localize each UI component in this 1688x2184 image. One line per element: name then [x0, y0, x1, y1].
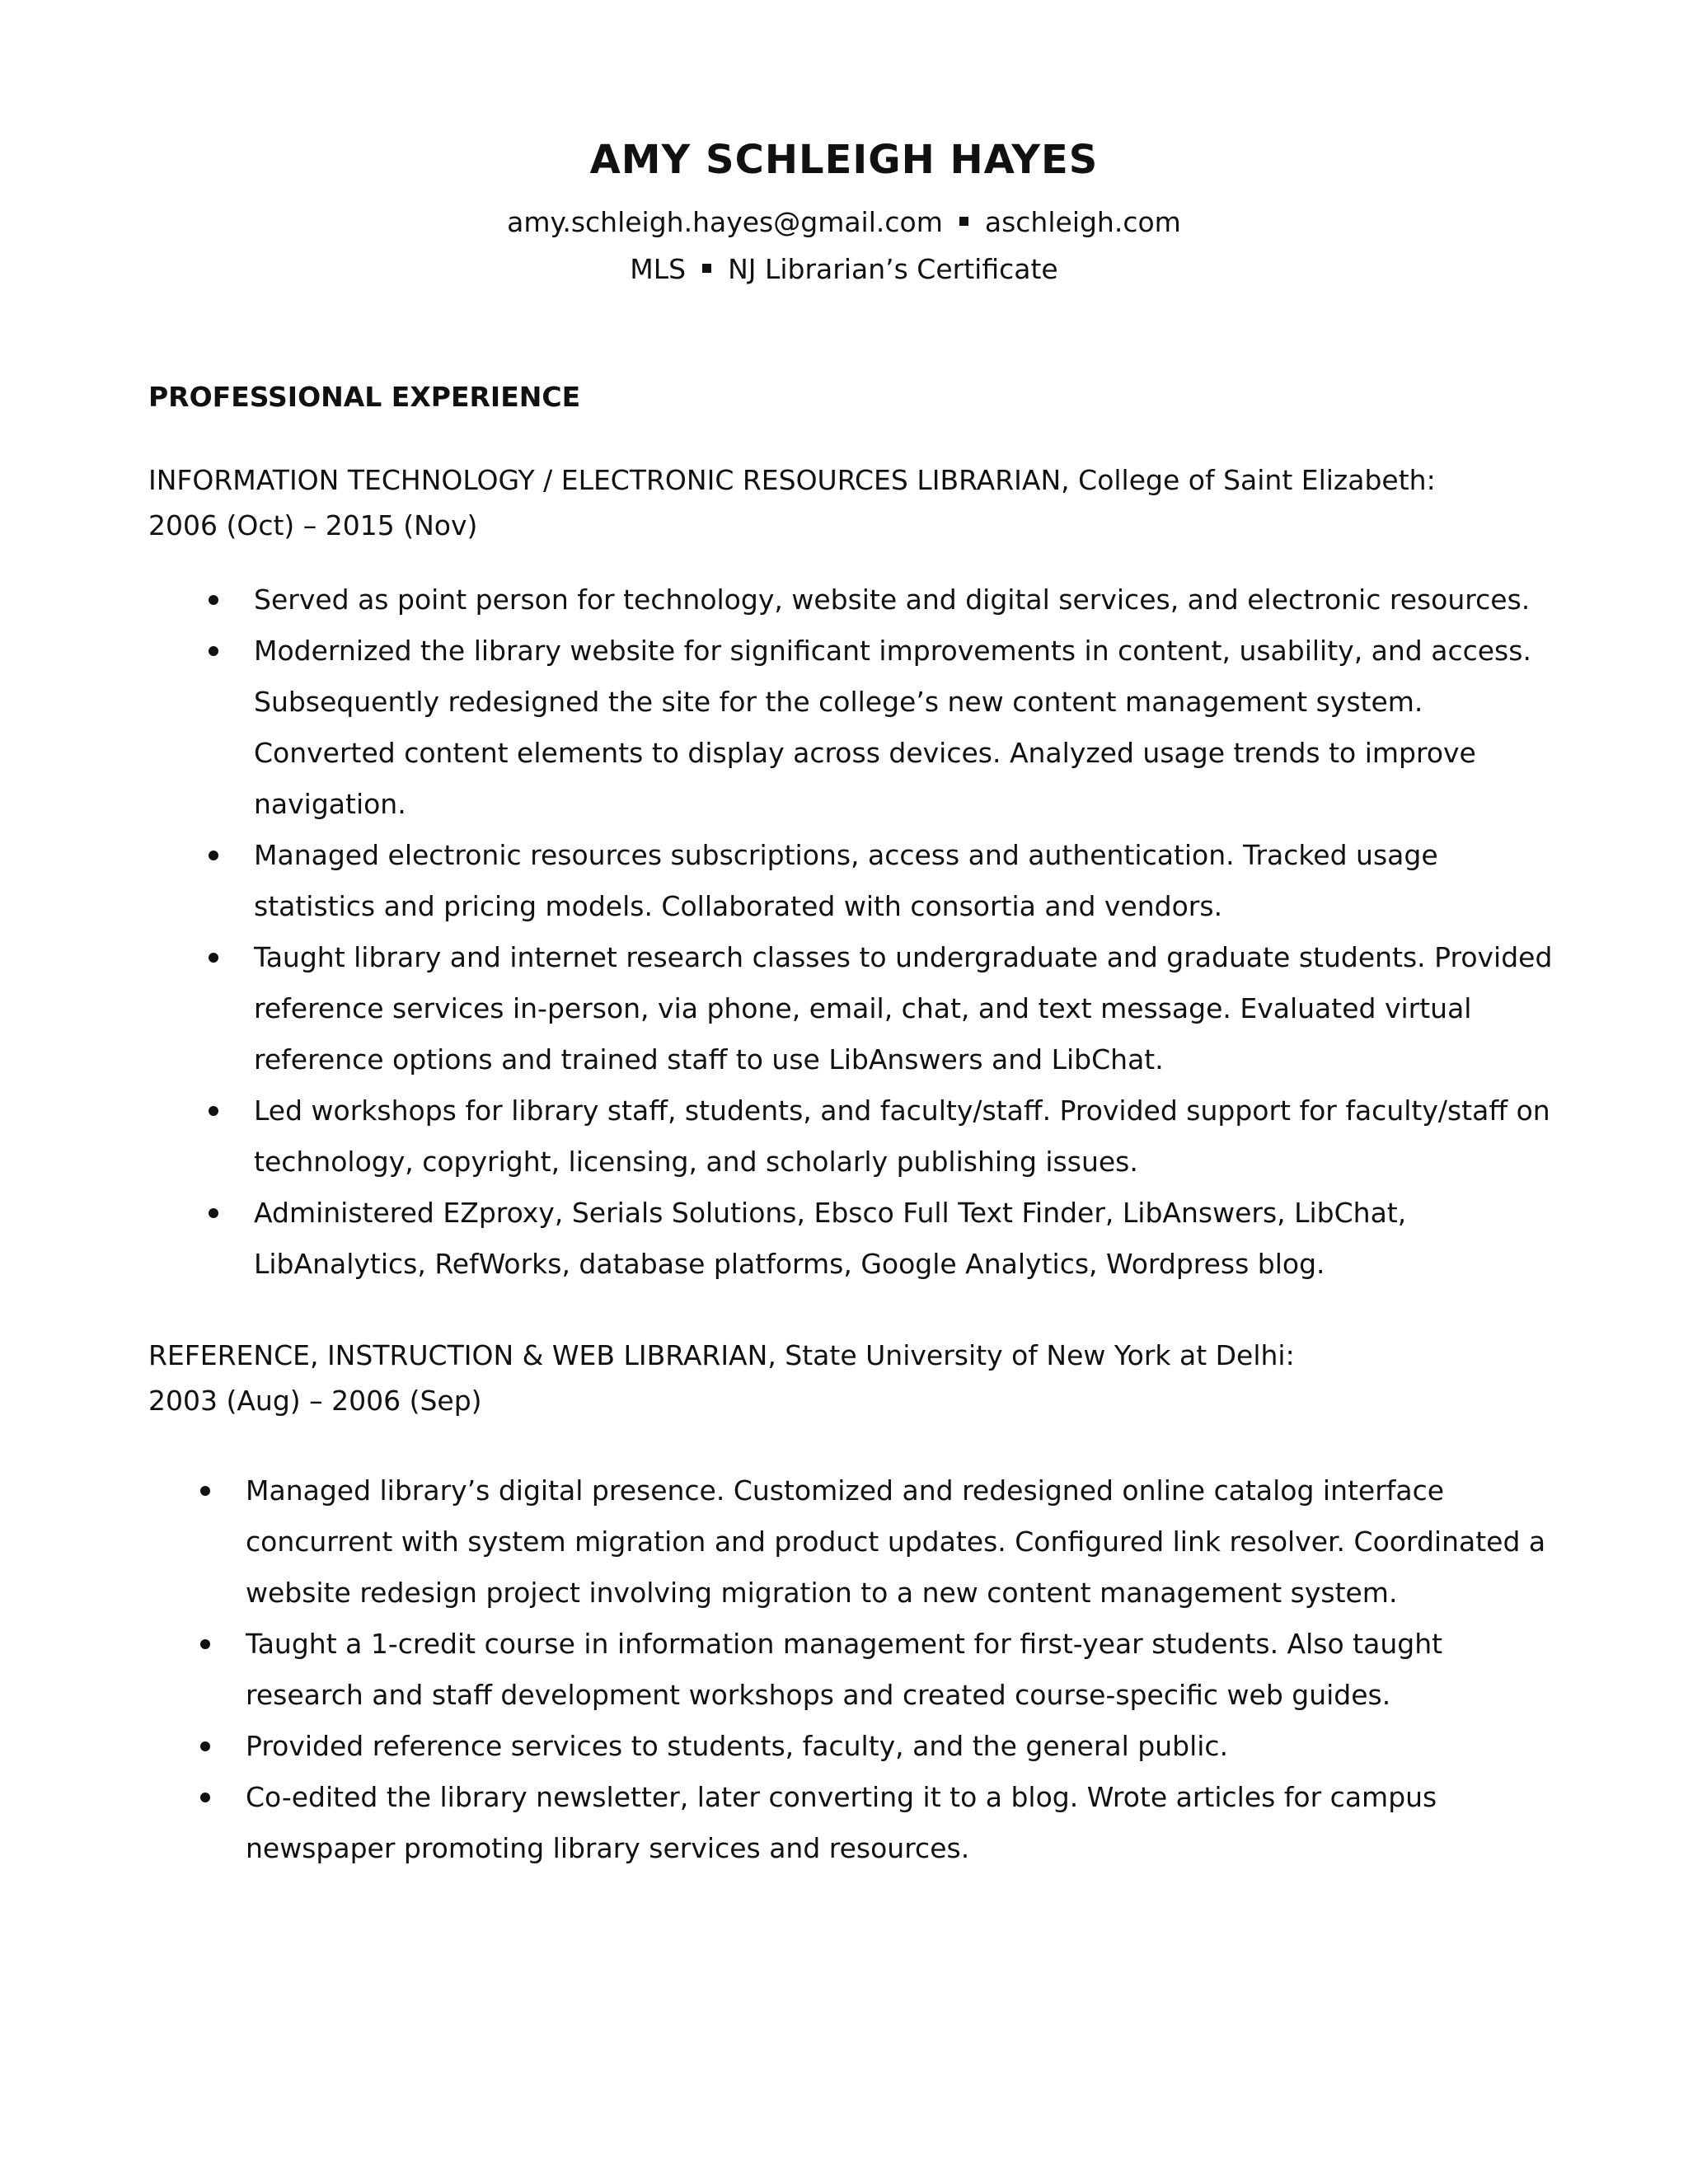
section-heading-experience: PROFESSIONAL EXPERIENCE	[148, 381, 581, 413]
contact-line	[0, 206, 1688, 238]
bullet-icon	[209, 646, 218, 656]
credential-certificate: NJ Librarian’s Certificate	[728, 253, 1058, 285]
bullet-icon	[209, 953, 218, 963]
list-item: Taught a 1-credit course in information management for first-year students. Also taught research and staff development workshops and created course-specific web guides.	[246, 1619, 1548, 1721]
job-1-dates: 2006 (Oct) – 2015 (Nov)	[148, 509, 478, 541]
separator-square-icon	[702, 264, 711, 273]
bullet-icon	[200, 1486, 210, 1496]
list-item: Led workshops for library staff, students, and faculty/staff. Provided support for faculty/staff on technology, copyright, licensing, and scholarly publishing issues.	[254, 1085, 1556, 1188]
bullet-icon	[200, 1793, 210, 1802]
list-item: Taught library and internet research classes to undergraduate and graduate students. Provided reference services in-person, via phone, email, chat, and text message. Evaluated virtual reference options and trained staff to use LibAnswers and LibChat.	[254, 932, 1556, 1085]
bullet-icon	[209, 1106, 218, 1116]
bullet-icon	[200, 1741, 210, 1751]
job-2-title: REFERENCE, INSTRUCTION & WEB LIBRARIAN, State University of New York at Delhi:	[148, 1339, 1295, 1371]
job-2-dates: 2003 (Aug) – 2006 (Sep)	[148, 1385, 482, 1417]
list-item: Administered EZproxy, Serials Solutions, Ebsco Full Text Finder, LibAnswers, LibChat, LibAnalytics, RefWorks, database platforms, Google Analytics, Wordpress blog.	[254, 1188, 1556, 1290]
bullet-icon	[200, 1639, 210, 1649]
separator-square-icon	[959, 217, 968, 226]
bullet-icon	[209, 851, 218, 860]
list-item: Provided reference services to students, faculty, and the general public.	[246, 1721, 1548, 1772]
job-2-heading	[148, 1333, 1295, 1423]
website-text: aschleigh.com	[984, 206, 1181, 238]
list-item: Managed electronic resources subscriptions, access and authentication. Tracked usage statistics and pricing models. Collaborated with consortia and vendors.	[254, 830, 1556, 932]
bullet-icon	[209, 1208, 218, 1218]
job-1-heading	[148, 457, 1436, 548]
job-1-bullet-list	[254, 574, 1556, 1290]
credential-mls: MLS	[630, 253, 687, 285]
job-1-title: INFORMATION TECHNOLOGY / ELECTRONIC RESOURCES LIBRARIAN, College of Saint Elizabeth:	[148, 464, 1436, 496]
job-2-bullet-list	[246, 1465, 1548, 1874]
list-item: Served as point person for technology, website and digital services, and electronic resources.	[254, 574, 1556, 626]
list-item: Co-edited the library newsletter, later converting it to a blog. Wrote articles for campus newspaper promoting library services and resources.	[246, 1772, 1548, 1874]
email-text: amy.schleigh.hayes@gmail.com	[507, 206, 943, 238]
bullet-icon	[209, 595, 218, 605]
list-item: Managed library’s digital presence. Customized and redesigned online catalog interface concurrent with system migration and product updates. Configured link resolver. Coordinated a website redesign project involving migration to a new content management system.	[246, 1465, 1548, 1619]
candidate-name: AMY SCHLEIGH HAYES	[589, 137, 1099, 183]
list-item: Modernized the library website for significant improvements in content, usability, and access. Subsequently redesigned the site for the college’s new content management system. Converted content elements to display across devices. Analyzed usage trends to improve navigation.	[254, 626, 1556, 830]
credentials-line	[0, 253, 1688, 285]
